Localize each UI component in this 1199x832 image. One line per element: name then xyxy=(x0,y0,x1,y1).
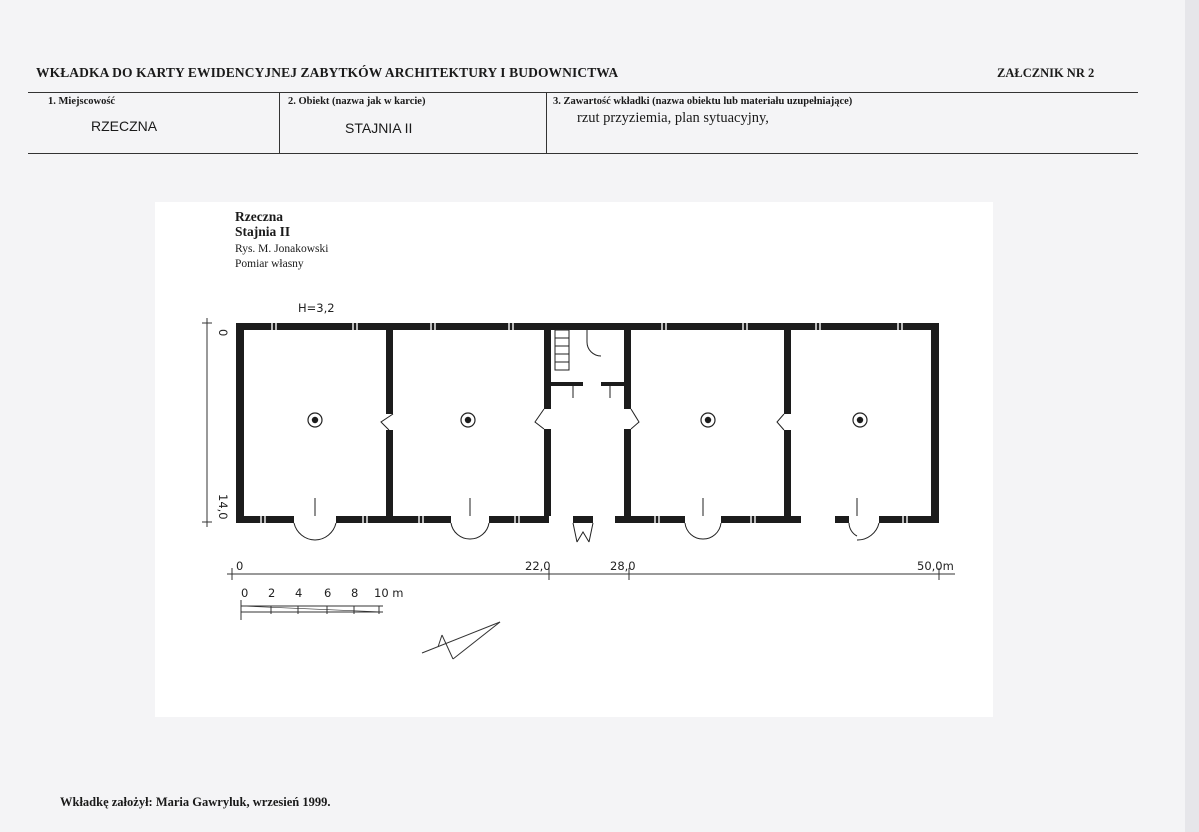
dim-vertical-start: 0 xyxy=(216,329,230,337)
object-value: STAJNIA II xyxy=(345,120,413,136)
drawing-place: Rzeczna xyxy=(235,209,283,224)
scale-tick-8: 8 xyxy=(351,586,359,600)
scale-bar xyxy=(241,600,383,620)
staircase xyxy=(555,330,610,398)
document-title: WKŁADKA DO KARTY EWIDENCYJNEJ ZABYTKÓW ARCHITEKTURY I BUDOWNICTWA xyxy=(36,65,619,80)
table-divider-1 xyxy=(279,92,280,153)
window-marks xyxy=(261,323,907,523)
dim-h-22: 22,0 xyxy=(525,559,551,573)
table-bottom-rule xyxy=(28,153,1138,154)
scale-tick-0: 0 xyxy=(241,586,249,600)
floor-plan-drawing xyxy=(155,202,993,717)
footer-author: Wkładkę założył: Maria Gawryluk, wrzesień 1999. xyxy=(60,795,331,809)
outer-walls xyxy=(236,323,939,523)
object-label: 2. Obiekt (nazwa jak w karcie) xyxy=(288,96,426,107)
locality-label: 1. Miejscowość xyxy=(48,96,116,107)
contents-value: rzut przyziemia, plan sytuacyjny, xyxy=(577,110,769,126)
height-note: H=3,2 xyxy=(298,301,335,315)
horizontal-dimension xyxy=(227,568,955,580)
dim-vertical-end: 14,0 xyxy=(216,494,230,520)
drawing-author: Rys. M. Jonakowski xyxy=(235,243,329,255)
scale-tick-4: 4 xyxy=(295,586,303,600)
dim-h-0: 0 xyxy=(236,559,244,573)
drawing-source: Pomiar własny xyxy=(235,258,304,270)
north-arrow-icon xyxy=(422,622,500,659)
floor-plan-svg xyxy=(155,202,993,717)
dim-h-50: 50,0m xyxy=(917,559,954,573)
annex-number: ZAŁCZNIK NR 2 xyxy=(997,66,1095,80)
drawing-building: Stajnia II xyxy=(235,224,291,239)
page-edge xyxy=(1185,0,1199,832)
scale-tick-6: 6 xyxy=(324,586,332,600)
scale-tick-2: 2 xyxy=(268,586,276,600)
locality-value: RZECZNA xyxy=(91,118,158,134)
table-top-rule xyxy=(28,92,1138,93)
scale-tick-10: 10 m xyxy=(374,586,404,600)
vertical-dimension xyxy=(202,318,212,527)
dim-h-28: 28,0 xyxy=(610,559,636,573)
interior-walls xyxy=(386,323,791,516)
interior-doors xyxy=(381,409,784,430)
contents-label: 3. Zawartość wkładki (nazwa obiektu lub materiału uzupełniające) xyxy=(553,96,853,107)
table-divider-2 xyxy=(546,92,547,153)
